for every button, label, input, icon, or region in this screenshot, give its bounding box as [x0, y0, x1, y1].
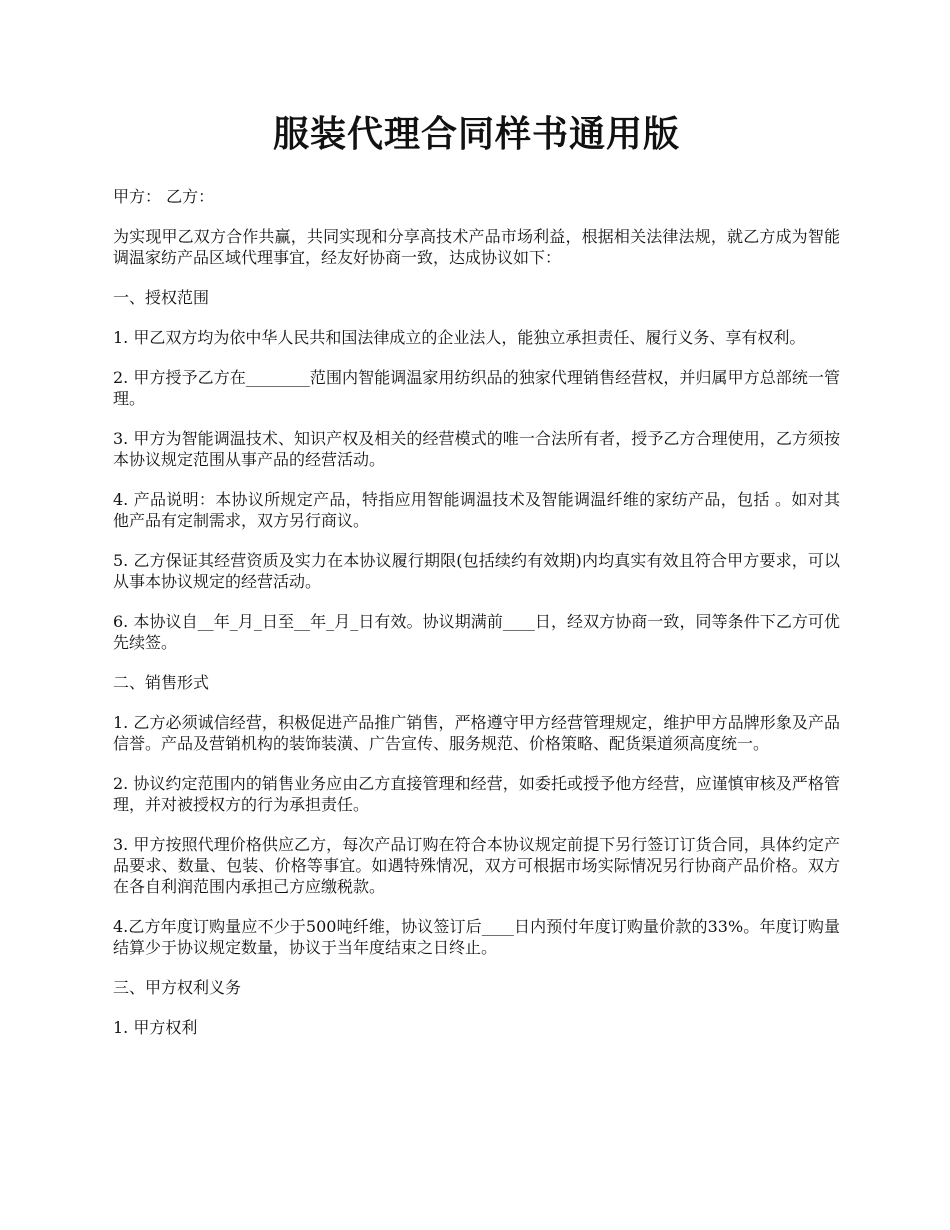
clause-2-2: 2. 协议约定范围内的销售业务应由乙方直接管理和经营，如委托或授予他方经营，应谨慎审核及严格管理，并对被授权方的行为承担责任。	[113, 774, 840, 814]
section-heading-authorization-scope: 一、授权范围	[113, 288, 210, 307]
clause-1-6: 6. 本协议自__年_月_日至__年_月_日有效。协议期满前____日，经双方协商一致，同等条件下乙方可优先续签。	[113, 612, 840, 652]
clause-1-4: 4. 产品说明：本协议所规定产品，特指应用智能调温技术及智能调温纤维的家纺产品，包括 。如对其他产品有定制需求，双方另行商议。	[113, 490, 840, 530]
section-heading-sales-form: 二、销售形式	[113, 673, 210, 692]
clause-1-3: 3. 甲方为智能调温技术、知识产权及相关的经营模式的唯一合法所有者，授予乙方合理使用，乙方须按本协议规定范围从事产品的经营活动。	[113, 429, 840, 469]
document-title: 服装代理合同样书通用版	[272, 113, 680, 155]
parties-line: 甲方： 乙方：	[113, 187, 215, 206]
clause-1-1: 1. 甲乙双方均为依中华人民共和国法律成立的企业法人，能独立承担责任、履行义务、享有权利。	[113, 328, 806, 347]
section-heading-party-a-rights: 三、甲方权利义务	[113, 978, 242, 997]
intro-paragraph: 为实现甲乙双方合作共赢，共同实现和分享高技术产品市场利益，根据相关法律法规，就乙方成为智能调温家纺产品区域代理事宜，经友好协商一致，达成协议如下：	[113, 227, 840, 267]
document-page	[113, 108, 840, 1057]
clause-1-2: 2. 甲方授予乙方在________范围内智能调温家用纺织品的独家代理销售经营权，并归属甲方总部统一管理。	[113, 368, 840, 408]
clause-2-3: 3. 甲方按照代理价格供应乙方，每次产品订购在符合本协议规定前提下另行签订订货合同，具体约定产品要求、数量、包装、价格等事宜。如遇特殊情况，双方可根据市场实际情况另行协商产品价格。双方在各自利润范围内承担己方应缴税款。	[113, 835, 840, 896]
clause-3-1: 1. 甲方权利	[113, 1018, 198, 1037]
clause-2-1: 1. 乙方必须诚信经营，积极促进产品推广销售，严格遵守甲方经营管理规定，维护甲方品牌形象及产品信誉。产品及营销机构的装饰装潢、广告宣传、服务规范、价格策略、配货渠道须高度统一。	[113, 713, 840, 753]
clause-1-5: 5. 乙方保证其经营资质及实力在本协议履行期限(包括续约有效期)内均真实有效且符合甲方要求，可以从事本协议规定的经营活动。	[113, 551, 840, 591]
clause-2-4: 4.乙方年度订购量应不少于500吨纤维，协议签订后____日内预付年度订购量价款的33%。年度订购量结算少于协议规定数量，协议于当年度结束之日终止。	[113, 917, 840, 957]
